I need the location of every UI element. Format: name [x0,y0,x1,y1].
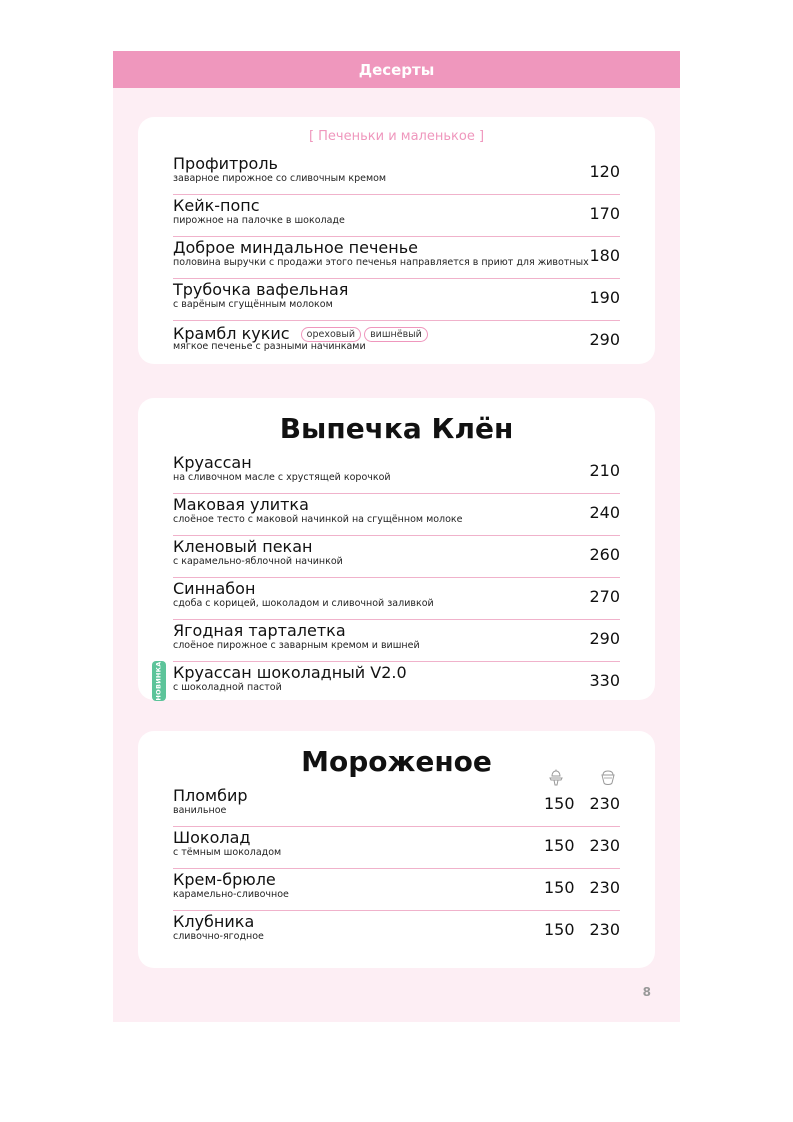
menu-item [173,236,620,279]
item-desc: заварное пирожное со сливочным кремом [173,173,387,184]
flavor-tags [301,322,431,342]
item-price-small: 150 [544,836,575,855]
item-name: Кейк-попс [173,196,260,215]
item-name: Крем-брюле [173,870,276,889]
page-number: 8 [642,985,651,999]
header-title: Десерты [358,60,435,79]
item-price-large: 230 [589,878,620,897]
menu-item [173,577,620,620]
menu-item [173,826,620,869]
item-name: Пломбир [173,786,248,805]
menu-item [173,784,620,827]
item-name: Ягодная тарталетка [173,621,346,640]
menu-item [173,152,620,195]
icecream-card [138,731,655,968]
item-desc: мягкое печенье с разными начинками [173,341,366,352]
bakery-section-title: Выпечка Клён [279,412,514,445]
bakery-card [138,398,655,700]
item-price: 190 [589,288,620,307]
menu-item [173,320,620,362]
flavor-tag: вишнёвый [364,327,428,342]
item-name: Доброе миндальное печенье [173,238,418,257]
item-name: Клубника [173,912,255,931]
item-desc: сдоба с корицей, шоколадом и сливочной заливкой [173,598,434,609]
item-desc: с варёным сгущённым молоком [173,299,333,310]
item-price: 260 [589,545,620,564]
item-name: Крамбл кукис [173,324,290,343]
item-price-small: 150 [544,878,575,897]
page-background [113,51,680,1022]
item-price: 270 [589,587,620,606]
item-name: Трубочка вафельная [173,280,349,299]
header-bar [113,51,680,88]
item-price: 330 [589,671,620,690]
item-name: Круассан [173,453,252,472]
item-desc: слоёное пирожное с заварным кремом и вишней [173,640,420,651]
item-name: Шоколад [173,828,251,847]
icecream-section-title: Мороженое [301,745,492,778]
item-price: 210 [589,461,620,480]
item-name: Круассан шоколадный V2.0 [173,663,407,682]
new-badge [152,661,166,701]
flavor-tag: ореховый [301,327,361,342]
item-price-small: 150 [544,794,575,813]
item-desc: на сливочном масле с хрустящей корочкой [173,472,391,483]
item-price-small: 150 [544,920,575,939]
item-desc: пирожное на палочке в шоколаде [173,215,345,226]
item-desc: сливочно-ягодное [173,931,264,942]
item-price: 240 [589,503,620,522]
item-price-large: 230 [589,836,620,855]
item-name: Кленовый пекан [173,537,313,556]
new-badge-label: НОВИНКА [155,661,163,701]
item-name-with-tags [173,322,431,343]
menu-item [173,493,620,536]
item-desc: с карамельно-яблочной начинкой [173,556,343,567]
item-price: 290 [589,330,620,349]
item-price-large: 230 [589,794,620,813]
menu-item [173,278,620,321]
item-name: Профитроль [173,154,278,173]
menu-item [173,535,620,578]
item-desc: с шоколадной пастой [173,682,282,693]
item-desc: слоёное тесто с маковой начинкой на сгущённом молоке [173,514,463,525]
menu-item [173,451,620,494]
menu-item [173,194,620,237]
item-price: 120 [589,162,620,181]
menu-item [173,619,620,662]
item-desc: ванильное [173,805,227,816]
cookies-card [138,117,655,364]
item-name: Синнабон [173,579,256,598]
menu-item [155,661,620,703]
item-desc: с тёмным шоколадом [173,847,282,858]
menu-item [173,868,620,911]
item-price: 290 [589,629,620,648]
item-name: Маковая улитка [173,495,309,514]
item-price: 170 [589,204,620,223]
item-desc: половина выручки с продажи этого печенья направляется в приют для животных [173,257,589,268]
menu-item [173,910,620,952]
item-price: 180 [589,246,620,265]
cookies-section-title: [ Печеньки и маленькое ] [308,129,485,144]
item-price-large: 230 [589,920,620,939]
item-desc: карамельно-сливочное [173,889,289,900]
